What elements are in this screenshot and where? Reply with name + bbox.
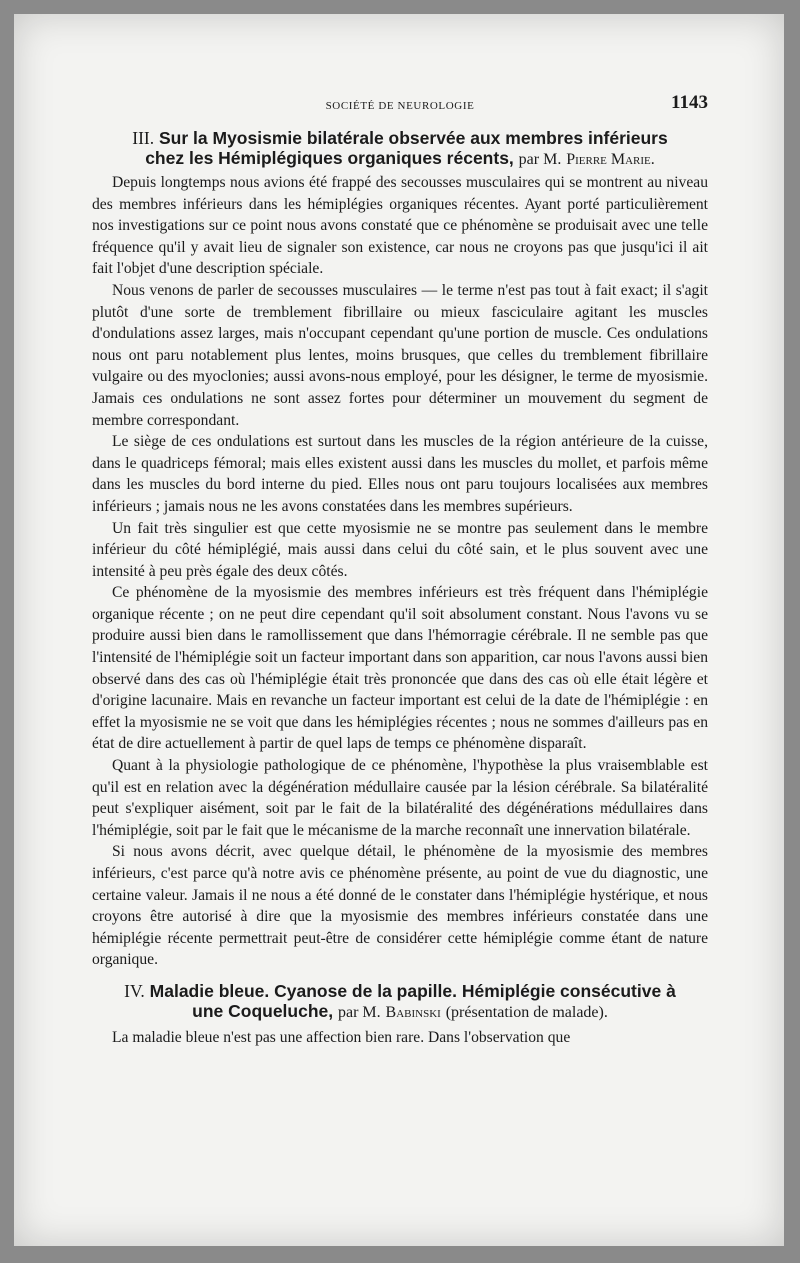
section-iv-title-line1: Maladie bleue. Cyanose de la papille. Hémiplégie consécutive à	[149, 980, 676, 1001]
paragraph: Si nous avons décrit, avec quelque détail, le phénomène de la myosismie des membres inférieurs, c'est parce qu'à notre avis ce phénomène présente, au point de vue du diagnostic, une certaine valeur. Jamais il ne nous a été donné de le constater dans l'hémiplégie hystérique, et nous croyons être autorisé à dire que la myosismie des membres inférieurs constatée dans une hémiplégie récente permettrait peut-être de considérer cette hémiplégie comme étant de nature organique.	[92, 843, 708, 969]
scanned-page	[14, 14, 784, 1246]
running-title: SOCIÉTÉ DE NEUROLOGIE	[325, 100, 475, 112]
section-iv-author: Babinski	[385, 1003, 441, 1021]
section-iv-title-line2: une Coqueluche,	[192, 1000, 334, 1021]
paragraph: Depuis longtemps nous avions été frappé des secousses musculaires qui se montrent au niveau des membres inférieurs dans les hémiplégies organiques récentes. Ayant porté particulièrement nos investigations sur ce point nous avons constaté que ce phénomène se produisait avec une telle fréquence qu'il y avait lieu de signaler son existence, car nous ne croyons pas que jusqu'ici il ait fait l'objet d'une description spéciale.	[92, 174, 708, 278]
section-iv-number: IV.	[124, 980, 145, 1001]
section-iv-heading	[92, 981, 708, 1023]
page-content	[92, 90, 708, 1049]
paragraph: Nous venons de parler de secousses musculaires — le terme n'est pas tout à fait exact; il s'agit plutôt d'une sorte de tremblement fibrillaire ou mieux fasciculaire agitant les muscles d'ondulations assez larges, mais n'occupant cependant qu'une portion de muscle. Ces ondulations nous ont paru notablement plus lentes, moins brusques, que celles du tremblement fibrillaire vulgaire ou des myoclonies; aussi avons-nous employé, pour les désigner, le terme de myosismie. Jamais ces ondulations ne sont assez fortes pour déterminer un mouvement du segment de membre correspondant.	[92, 281, 708, 429]
paragraph: Un fait très singulier est que cette myosismie ne se montre pas seulement dans le membre inférieur du côté hémiplégié, mais aussi dans celui du côté sain, et le plus souvent avec une intensité à peu près égale des deux côtés.	[92, 519, 708, 580]
paragraph: Quant à la physiologie pathologique de ce phénomène, l'hypothèse la plus vraisemblable est qu'il est en relation avec la dégénération médullaire causée par la lésion cérébrale. Sa bilatéralité peut s'expliquer aisément, soit par le fait de la bilatéralité des dégénérations médullaires dans l'hémiplégie, soit par le fait que le mécanisme de la marche reconnaît une innervation bilatérale.	[92, 757, 708, 839]
section-iv	[92, 981, 708, 1049]
paragraph: Le siège de ces ondulations est surtout dans les muscles de la région antérieure de la cuisse, dans le quadriceps fémoral; mais elles existent aussi dans les muscles du mollet, et parfois même dans les muscles du bord interne du pied. Elles nous ont paru toujours localisées aux membres inférieurs ; jamais nous ne les avons constatées dans les membres supérieurs.	[92, 433, 708, 515]
running-head	[92, 90, 708, 118]
paragraph: La maladie bleue n'est pas une affection bien rare. Dans l'observation que	[112, 1028, 571, 1046]
section-iv-byline-prefix: par M.	[338, 1003, 381, 1021]
section-iii-byline-prefix: par M.	[518, 151, 562, 168]
section-iii-author: Pierre Marie.	[566, 151, 655, 168]
section-iv-byline-suffix: (présentation de malade).	[445, 1003, 608, 1021]
section-iii-number: III.	[132, 128, 155, 148]
section-iii-title-line1: Sur la Myosismie bilatérale observée aux membres inférieurs	[159, 128, 668, 148]
section-iii	[92, 128, 708, 971]
section-iii-title-line2: chez les Hémiplégiques organiques récents,	[145, 148, 514, 168]
paragraph: Ce phénomène de la myosismie des membres inférieurs est très fréquent dans l'hémiplégie organique récente ; on ne peut dire cependant qu'il soit absolument constant. Nous l'avons vu se produire aussi bien dans le ramollissement que dans l'hémorragie cérébrale. Il ne semble pas que l'intensité de l'hémiplégie soit un facteur important dans son apparition, car nous l'avons aussi bien observé dans des cas où l'hémiplégie était très prononcée que dans des cas où elle était légère et d'origine lacunaire. Mais en revanche un facteur important est celui de la date de l'hémiplégie : en effet la myosismie ne se voit que dans les hémiplégies récentes ; nous ne sommes d'ailleurs pas en état de dire actuellement à partir de quel laps de temps ce phénomène disparaît.	[92, 584, 708, 753]
section-iii-heading	[92, 128, 708, 170]
page-number: 1143	[671, 92, 708, 113]
